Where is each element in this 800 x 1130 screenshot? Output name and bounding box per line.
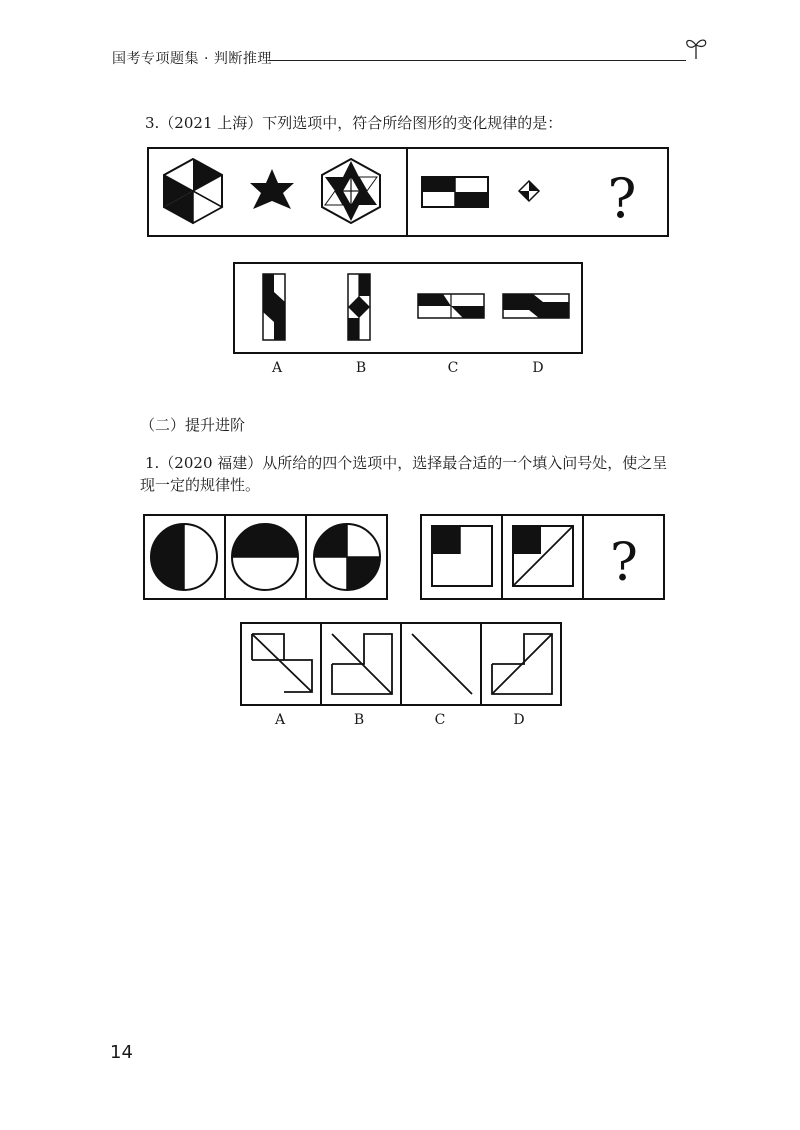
q3-stem: 3.（2021 上海）下列选项中，符合所给图形的变化规律的是：: [145, 114, 563, 132]
circle-quarters-figure: [314, 524, 380, 590]
q3-option-c-figure: [418, 294, 484, 318]
q1-option-a-label: A: [274, 712, 286, 728]
running-header-title: 国考专项题集 · 判断推理: [112, 51, 272, 67]
q3-option-b-label: B: [355, 360, 367, 376]
circle-top-half-figure: [232, 524, 298, 590]
q3-option-b-figure: [348, 274, 370, 340]
header-rule: [268, 60, 686, 61]
q1-stem-line2: 现一定的规律性。: [140, 476, 261, 494]
square-diagonal-figure: [513, 526, 573, 586]
q3-question-mark: ?: [607, 167, 637, 230]
q1-stem: [140, 452, 725, 496]
square-corner-figure: [432, 526, 492, 586]
q1-stem-line1: 1.（2020 福建）从所给的四个选项中，选择最合适的一个填入问号处，使之呈: [145, 454, 668, 472]
q3-option-d-label: D: [532, 360, 544, 376]
q1-options-figure: [240, 622, 562, 706]
q1-stimulus-group-2: [420, 514, 665, 600]
q1-option-d-label: D: [513, 712, 525, 728]
circle-left-half-figure: [151, 524, 217, 590]
page-number: 14: [110, 1042, 133, 1063]
q3-options-figure: [233, 262, 583, 354]
section-heading: （二）提升进阶: [140, 416, 246, 434]
q3-option-d-figure: [503, 294, 569, 318]
q3-stimulus-figure: [147, 147, 669, 237]
q3-option-a-figure: [263, 274, 285, 340]
q1-option-c-label: C: [434, 712, 446, 728]
q1-question-mark: ?: [610, 533, 638, 593]
q1-stimulus-group-1: [143, 514, 388, 600]
split-rectangle-figure: [422, 177, 488, 207]
q3-option-c-label: C: [447, 360, 459, 376]
sprout-icon: [682, 33, 712, 63]
q1-option-b-label: B: [353, 712, 365, 728]
q3-option-a-label: A: [271, 360, 283, 376]
